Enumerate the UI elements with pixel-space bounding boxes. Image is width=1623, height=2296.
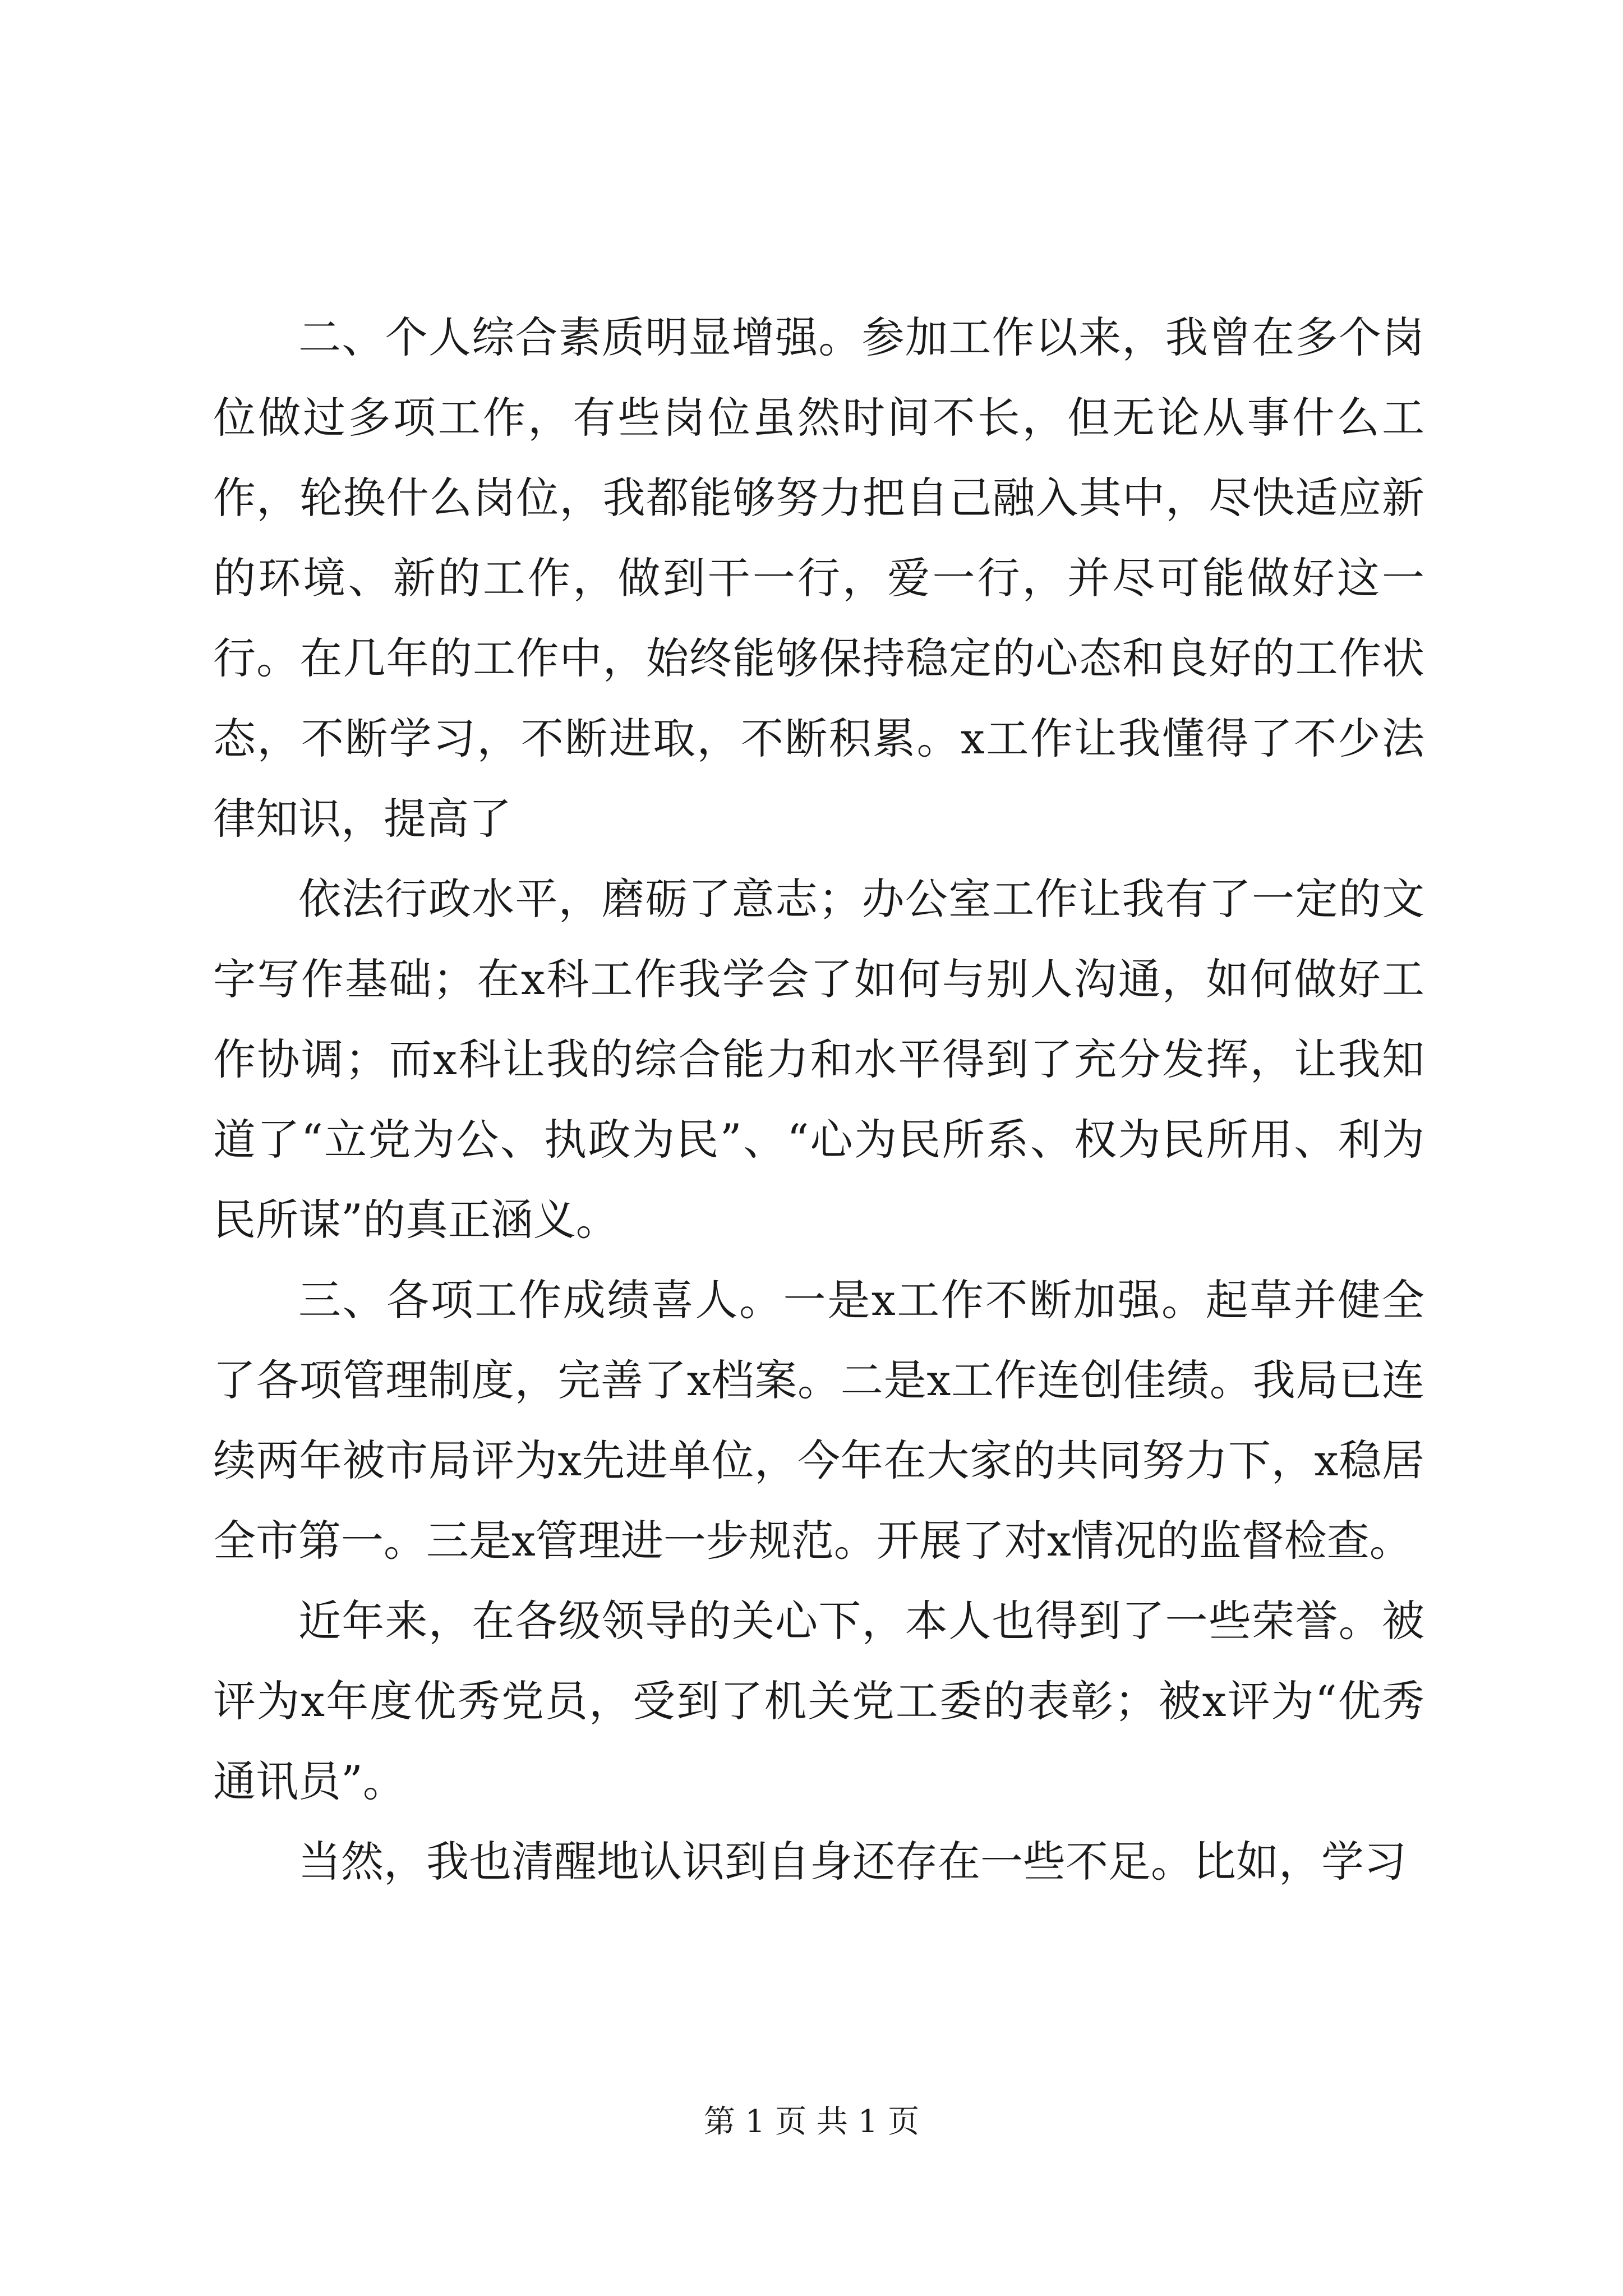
- page-footer: 第 1 页 共 1 页: [703, 2104, 920, 2140]
- document-body: [213, 297, 1424, 1902]
- paragraph-administration: 依法行政水平，磨砺了意志；办公室工作让我有了一定的文字写作基础；在x科工作我学会了如何与别人沟通，如何做好工作协调；而x科让我的综合能力和水平得到了充分发挥，让我知道了“立党为公、执政为民”、“心为民所系、权为民所用、利为民所谋”的真正涵义。: [213, 874, 1424, 1245]
- paragraph-honors: 近年来，在各级领导的关心下，本人也得到了一些荣誉。被评为x年度优秀党员，受到了机关党工委的表彰；被x评为“优秀通讯员”。: [213, 1596, 1424, 1806]
- paragraph-achievements: 三、各项工作成绩喜人。一是x工作不断加强。起草并健全了各项管理制度，完善了x档案。二是x工作连创佳绩。我局已连续两年被市局评为x先进单位，今年在大家的共同努力下，x稳居全市第一。三是x管理进一步规范。开展了对x情况的监督检查。: [213, 1275, 1424, 1566]
- paragraph-personal-quality: 二、个人综合素质明显增强。参加工作以来，我曾在多个岗位做过多项工作，有些岗位虽然时间不长，但无论从事什么工作，轮换什么岗位，我都能够努力把自己融入其中，尽快适应新的环境、新的工作，做到干一行，爱一行，并尽可能做好这一行。在几年的工作中，始终能够保持稳定的心态和良好的工作状态，不断学习，不断进取，不断积累。x工作让我懂得了不少法律知识，提高了: [213, 312, 1424, 844]
- paragraph-shortcomings: 当然，我也清醒地认识到自身还存在一些不足。比如，学习: [298, 1837, 1407, 1887]
